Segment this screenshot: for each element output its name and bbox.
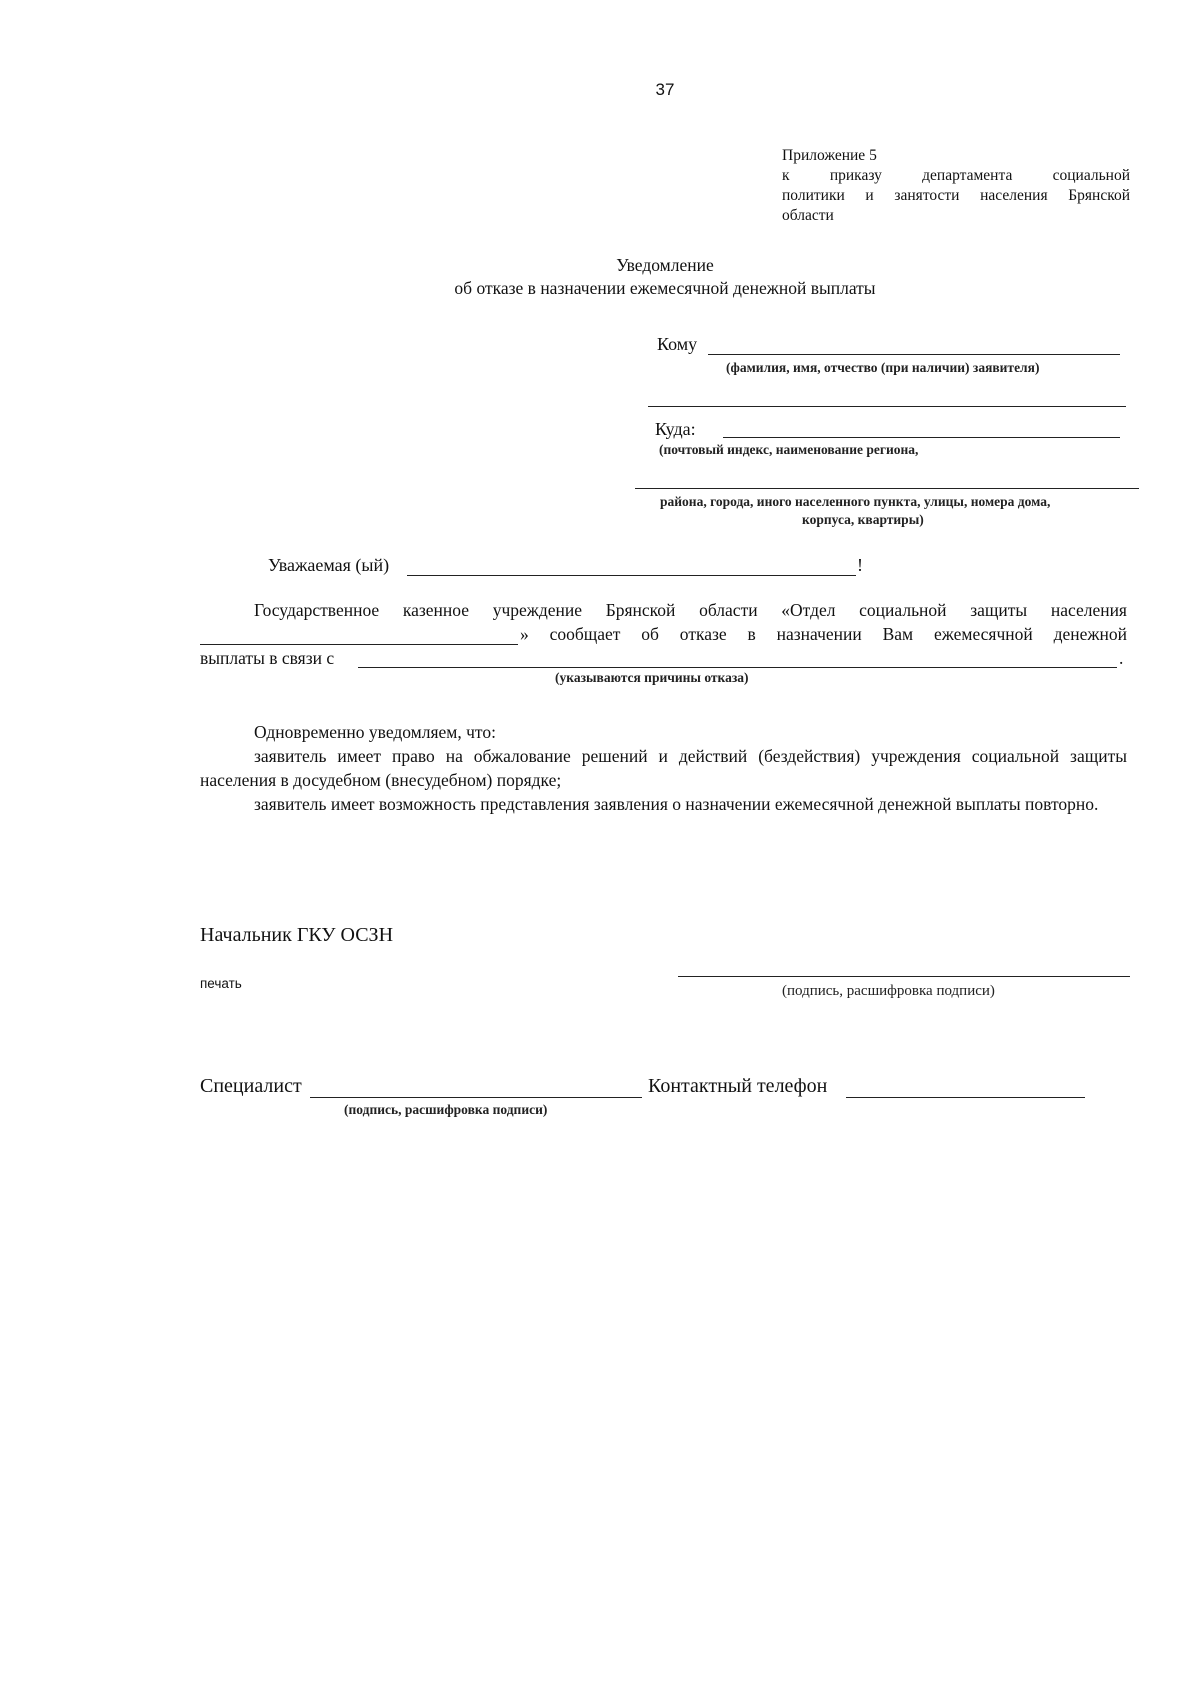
notice-intro: Одновременно уведомляем, что: — [254, 722, 496, 742]
phone-label: Контактный телефон — [648, 1075, 828, 1097]
where-caption-3: корпуса, квартиры) — [802, 512, 924, 527]
annex-line-1: Приложение 5 — [782, 147, 877, 164]
notice-block — [200, 720, 1127, 816]
title-line-1: Уведомление — [616, 255, 714, 275]
stamp-label: печать — [200, 976, 242, 991]
where-caption-1: (почтовый индекс, наименование региона, — [659, 442, 919, 457]
main-line-2-wrap — [520, 622, 1127, 646]
department-blank-line — [200, 644, 518, 645]
where-label: Куда: — [655, 419, 696, 439]
document-title — [380, 254, 950, 300]
salutation-line — [407, 575, 856, 576]
notice-item-1: заявитель имеет право на обжалование решений и действий (бездействия) учреждения социальной защиты населения в досудебном (внесудебном) порядке; — [200, 746, 1127, 790]
to-line — [708, 354, 1120, 355]
where-caption-2: района, города, иного населенного пункта, улицы, номера дома, — [660, 494, 1051, 509]
specialist-caption: (подпись, расшифровка подписи) — [344, 1102, 548, 1117]
main-line-3-end: . — [1119, 648, 1124, 668]
phone-line — [846, 1097, 1085, 1098]
annex-line-2: к приказу департамента социальной — [782, 167, 1130, 184]
main-line-3-start: выплаты в связи с — [200, 648, 335, 668]
to-caption: (фамилия, имя, отчество (при наличии) заявителя) — [726, 360, 1040, 375]
specialist-signature-line — [310, 1097, 642, 1098]
annex-line-4: области — [782, 207, 834, 224]
title-line-2: об отказе в назначении ежемесячной денежной выплаты — [454, 278, 876, 298]
salutation-label: Уважаемая (ый) — [268, 555, 390, 575]
salutation-end: ! — [857, 555, 863, 575]
main-line-1: Государственное казенное учреждение Брянской области «Отдел социальной защиты населения — [254, 600, 1127, 620]
head-signature-line — [678, 976, 1130, 977]
to-label: Кому — [657, 334, 698, 354]
where-line — [723, 437, 1120, 438]
head-signature-caption: (подпись, расшифровка подписи) — [782, 983, 995, 999]
to-line-2 — [648, 406, 1126, 407]
page-number: 37 — [655, 80, 675, 99]
annex-line-3: политики и занятости населения Брянской — [782, 187, 1130, 204]
reason-caption: (указываются причины отказа) — [555, 670, 749, 685]
main-paragraph — [200, 598, 1127, 622]
notice-item-2: заявитель имеет возможность представления заявления о назначении ежемесячной денежной выплаты повторно. — [254, 794, 1099, 814]
specialist-label: Специалист — [200, 1075, 302, 1097]
reason-line — [358, 667, 1117, 668]
head-title: Начальник ГКУ ОСЗН — [200, 924, 394, 946]
annex-header — [782, 146, 1130, 226]
where-line-2 — [635, 488, 1139, 489]
main-line-2: » сообщает об отказе в назначении Вам ежемесячной денежной — [520, 624, 1127, 644]
